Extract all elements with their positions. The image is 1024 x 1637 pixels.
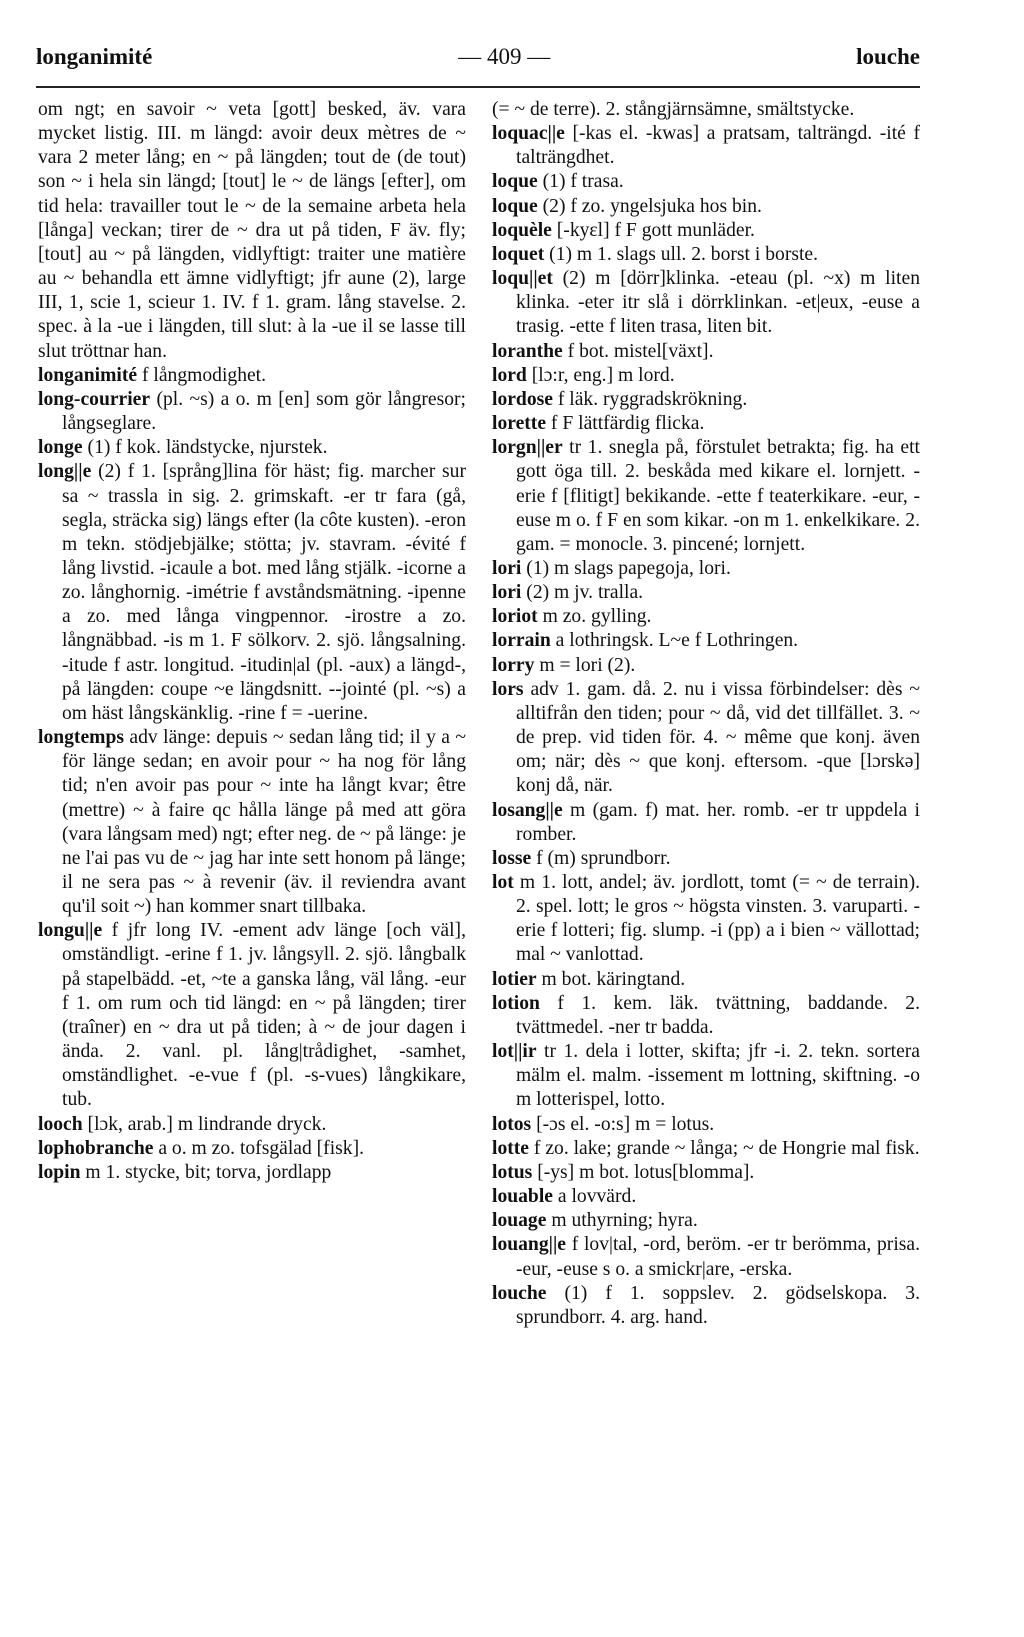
entry-headword: longe bbox=[38, 437, 83, 459]
entry-definition: f (m) sprundborr. bbox=[531, 847, 671, 869]
entry-definition: m = lori (2). bbox=[534, 654, 636, 676]
right-column bbox=[492, 98, 920, 1330]
entry-headword: loquèle bbox=[492, 219, 552, 241]
entry-headword: lotos bbox=[492, 1113, 532, 1135]
dictionary-entry bbox=[38, 436, 466, 460]
entry-headword: loquac||e bbox=[492, 123, 565, 145]
dictionary-entry bbox=[492, 1137, 920, 1161]
entry-headword: loriot bbox=[492, 606, 538, 628]
entry-headword: lopin bbox=[38, 1161, 81, 1183]
entry-definition: (2) m [dörr]klinka. -eteau (pl. ~x) m liten klinka. -eter itr slå i dörrklinkan. -et|eux, -euse a trasig. -ette f liten trasa, liten bit. bbox=[516, 268, 920, 338]
entry-definition: (1) m slags papegoja, lori. bbox=[521, 557, 731, 579]
entry-definition: om ngt; en savoir ~ veta [gott] besked, äv. vara mycket listig. III. m längd: avoir deux mètres de ~ vara 2 meter lång; en ~ på längden; tout de (de tout) son ~ i hela sin längd; [tout] le ~ de längs [efter], om tid hela: travailler tout le ~ de la semaine arbeta hela [långa] veckan; tirer de ~ dra ut på tiden, F äv. fly; [tout] au ~ på längden, vidlyftigt: traiter une matière au ~ behandla ett ämne vidlyftigt; jfr aune (2), large III, 1, scie 1, scieur 1. IV. f 1. gram. lång stavelse. 2. spec. à la -ue i längden, till slut: à la -ue il se lasse till slut tröttnar han. bbox=[38, 99, 466, 362]
entry-headword: lot bbox=[492, 872, 514, 893]
dictionary-entry bbox=[492, 1233, 920, 1281]
header-first-headword: longanimité bbox=[36, 44, 153, 69]
entry-definition: a lothringsk. L~e f Lothringen. bbox=[550, 630, 799, 652]
entry-headword: loqu||et bbox=[492, 268, 553, 290]
entry-headword: lorrain bbox=[492, 630, 551, 652]
entry-definition: (1) f trasa. bbox=[537, 171, 624, 193]
continued-entry bbox=[492, 98, 920, 122]
entry-headword: lori bbox=[492, 582, 522, 604]
entry-definition: [lɔ:r, eng.] m lord. bbox=[526, 364, 675, 386]
dictionary-entry bbox=[492, 629, 920, 653]
dictionary-entry bbox=[492, 195, 920, 219]
entry-headword: lorgn||er bbox=[492, 437, 563, 459]
dictionary-entry bbox=[492, 340, 920, 364]
dictionary-entry bbox=[38, 460, 466, 726]
entry-definition: (2) f 1. [språng]lina för häst; fig. marcher sur sa ~ trassla in sig. 2. grimskaft. -er tr fara (gå, segla, sträcka sig) längs efter (la côte kusten). -eron m tekn. stödjebjälke; stötta; jv. stavram. -évité f lång livstid. -icaule a bot. med lång stjälk. -icorne a zo. långhornig. -imétrie f avståndsmätning. -ipenne a zo. med långa vingpennor. -irostre a zo. långnäbbad. -is m 1. F sölkorv. 2. sjö. långsalning. -itude f astr. longitud. -itudin|al (pl. -aux) a längd-, på längden: coupe ~e längdsnitt. --jointé (pl. ~s) a om häst långskänklig. -rine f = -uerine. bbox=[62, 461, 466, 724]
dictionary-entry bbox=[492, 219, 920, 243]
dictionary-entry bbox=[38, 1161, 466, 1185]
entry-headword: loque bbox=[492, 195, 538, 217]
page-number: — 409 — bbox=[458, 44, 551, 69]
dictionary-entry bbox=[492, 267, 920, 339]
dictionary-entry bbox=[492, 1040, 920, 1112]
entry-headword: lorry bbox=[492, 654, 535, 676]
entry-definition: adv 1. gam. då. 2. nu i vissa förbindelser: dès ~ alltifrån den tiden; pour ~ då, vid det tillfället. 3. ~ de prep. vid tiden för. 4. ~ même que konj. även om; när; dès ~ que konj. eftersom. -que [lɔrskə] konj då, när. bbox=[516, 678, 920, 797]
entry-definition: (1) f kok. ländstycke, njurstek. bbox=[82, 437, 328, 459]
entry-definition: (= ~ de terre). 2. stångjärnsämne, smältstycke. bbox=[492, 99, 855, 120]
dictionary-entry bbox=[492, 871, 920, 968]
entry-definition: f zo. lake; grande ~ långa; ~ de Hongrie mal fisk. bbox=[529, 1137, 920, 1159]
entry-definition: f bot. mistel[växt]. bbox=[562, 340, 714, 362]
entry-definition: f jfr long IV. -ement adv länge [och väl], omständligt. -erine f 1. jv. långsyll. 2. sjö. långbalk på stapelbädd. -et, ~te a ganska lång, väl lång. -eur f 1. om rum och tid längd: en ~ på längden; tirer (traîner) en ~ dra ut på tiden; à ~ de jour dagen i ända. 2. vanl. pl. lång|trådighet, -samhet, omständlighet. -e-vue f (pl. -s-vues) långkikare, tub. bbox=[62, 920, 466, 1111]
entry-headword: lot||ir bbox=[492, 1041, 537, 1063]
dictionary-entry bbox=[492, 1209, 920, 1233]
entry-definition: [-ɔs el. -o:s] m = lotus. bbox=[531, 1113, 715, 1135]
dictionary-entry bbox=[492, 388, 920, 412]
header-rule bbox=[36, 86, 920, 88]
entry-definition: m uthyrning; hyra. bbox=[546, 1210, 698, 1232]
entry-headword: lophobranche bbox=[38, 1137, 154, 1159]
dictionary-entry bbox=[492, 654, 920, 678]
entry-definition: [lɔk, arab.] m lindrande dryck. bbox=[82, 1113, 327, 1135]
entry-headword: louang||e bbox=[492, 1234, 566, 1256]
dictionary-entry bbox=[38, 1113, 466, 1137]
dictionary-entry bbox=[492, 992, 920, 1040]
dictionary-entry bbox=[492, 847, 920, 871]
entry-headword: long-courrier bbox=[38, 388, 151, 410]
dictionary-entry bbox=[492, 1161, 920, 1185]
entry-definition: f F lättfärdig flicka. bbox=[546, 413, 705, 435]
entry-definition: f långmodighet. bbox=[137, 364, 267, 386]
dictionary-entry bbox=[492, 968, 920, 992]
entry-definition: (1) m 1. slags ull. 2. borst i borste. bbox=[544, 243, 819, 265]
entry-headword: longanimité bbox=[38, 364, 138, 386]
entry-headword: losang||e bbox=[492, 799, 563, 821]
entry-headword: loque bbox=[492, 171, 538, 193]
entry-definition: [-ys] m bot. lotus[blomma]. bbox=[532, 1161, 755, 1183]
header-last-headword: louche bbox=[856, 44, 920, 69]
entry-headword: lordose bbox=[492, 388, 553, 410]
entry-definition: [-kyɛl] f F gott munläder. bbox=[551, 219, 755, 241]
entry-definition: m zo. gylling. bbox=[537, 606, 652, 628]
entry-headword: loquet bbox=[492, 243, 545, 265]
entry-definition: a lovvärd. bbox=[552, 1186, 637, 1208]
entry-definition: (pl. ~s) a o. m [en] som gör långresor; långseglare. bbox=[62, 388, 466, 435]
entry-definition: f 1. kem. läk. tvättning, baddande. 2. tvättmedel. -ner tr badda. bbox=[516, 992, 920, 1038]
left-column bbox=[38, 98, 466, 1185]
entry-definition: adv länge: depuis ~ sedan lång tid; il y a ~ för länge sedan; en avoir pour ~ ha nog för lång tid; n'en avoir pas pour ~ inte ha långt kvar; être (mettre) ~ à faire qc hålla länge på med att göra (vara långsam med) ngt; efter neg. de ~ på länge: je ne l'ai pas vu de ~ jag har inte sett honom på länge; il ne sera pas ~ à revenir (äv. il reviendra avant qu'il soit ~) han kommer snart tillbaka. bbox=[62, 727, 466, 918]
dictionary-entry bbox=[492, 170, 920, 194]
entry-headword: lotion bbox=[492, 992, 540, 1014]
page-header bbox=[36, 44, 920, 70]
dictionary-entry bbox=[38, 388, 466, 436]
dictionary-entry bbox=[492, 436, 920, 557]
dictionary-entry bbox=[492, 678, 920, 799]
dictionary-entry bbox=[492, 243, 920, 267]
entry-headword: longu||e bbox=[38, 920, 103, 942]
entry-headword: lotier bbox=[492, 968, 537, 990]
entry-headword: lors bbox=[492, 678, 524, 700]
entry-headword: lotte bbox=[492, 1137, 529, 1159]
entry-headword: longtemps bbox=[38, 727, 125, 749]
entry-headword: lorette bbox=[492, 413, 547, 435]
entry-definition: m 1. lott, andel; äv. jordlott, tomt (= ~ de terrain). 2. spel. lott; le gros ~ högsta vinsten. 3. varuparti. -erie f lotteri; fig. slump. -i (pp) a i bien ~ vällottad; mal ~ vanlottad. bbox=[513, 872, 920, 966]
dictionary-entry bbox=[492, 412, 920, 436]
dictionary-entry bbox=[38, 726, 466, 919]
dictionary-entry bbox=[492, 122, 920, 170]
dictionary-entry bbox=[492, 557, 920, 581]
dictionary-entry bbox=[492, 1113, 920, 1137]
entry-definition: f lov|tal, -ord, beröm. -er tr berömma, prisa. -eur, -euse s o. a smickr|are, -erska. bbox=[516, 1234, 920, 1280]
entry-definition: m bot. käringtand. bbox=[536, 968, 686, 990]
continued-entry bbox=[38, 98, 466, 364]
entry-definition: tr 1. dela i lotter, skifta; jfr -i. 2. tekn. sortera mälm el. malm. -issement m lottning, skiftning. -o m lotterispel, lotto. bbox=[516, 1041, 920, 1111]
dictionary-entry bbox=[492, 799, 920, 847]
entry-definition: a o. m zo. tofsgälad [fisk]. bbox=[153, 1137, 364, 1159]
entry-definition: (2) f zo. yngelsjuka hos bin. bbox=[537, 195, 762, 217]
entry-headword: lotus bbox=[492, 1161, 533, 1183]
entry-headword: louable bbox=[492, 1186, 553, 1208]
entry-headword: louage bbox=[492, 1210, 547, 1232]
entry-headword: losse bbox=[492, 847, 532, 869]
entry-definition: (2) m jv. tralla. bbox=[521, 582, 644, 604]
entry-headword: long||e bbox=[38, 461, 92, 483]
dictionary-entry bbox=[38, 1137, 466, 1161]
dictionary-entry bbox=[38, 364, 466, 388]
entry-definition: m 1. stycke, bit; torva, jordlapp bbox=[80, 1161, 332, 1183]
entry-headword: lori bbox=[492, 557, 522, 579]
entry-headword: looch bbox=[38, 1113, 83, 1135]
entry-headword: lord bbox=[492, 364, 527, 386]
entry-definition: [-kas el. -kwas] a pratsam, talträngd. -ité f talträngdhet. bbox=[516, 123, 920, 169]
dictionary-entry bbox=[492, 581, 920, 605]
dictionary-entry bbox=[492, 364, 920, 388]
entry-headword: louche bbox=[492, 1282, 547, 1304]
entry-definition: tr 1. snegla på, förstulet betrakta; fig. ha ett gott öga till. 2. beskåda med kikare el. lornjett. -erie f [flitigt] bekikande. -ette f teaterkikare. -eur, -euse m o. f F en som kikar. -on m 1. enkelkikare. 2. gam. = monocle. 3. pincené; lornjett. bbox=[516, 437, 920, 555]
entry-headword: loranthe bbox=[492, 340, 563, 362]
dictionary-entry bbox=[38, 919, 466, 1112]
entry-definition: m (gam. f) mat. her. romb. -er tr uppdela i romber. bbox=[516, 799, 920, 845]
entry-definition: (1) f 1. soppslev. 2. gödselskopa. 3. sprundborr. 4. arg. hand. bbox=[516, 1282, 920, 1328]
dictionary-entry bbox=[492, 605, 920, 629]
dictionary-entry bbox=[492, 1185, 920, 1209]
dictionary-entry bbox=[492, 1282, 920, 1330]
entry-definition: f läk. ryggradskrökning. bbox=[552, 388, 748, 410]
